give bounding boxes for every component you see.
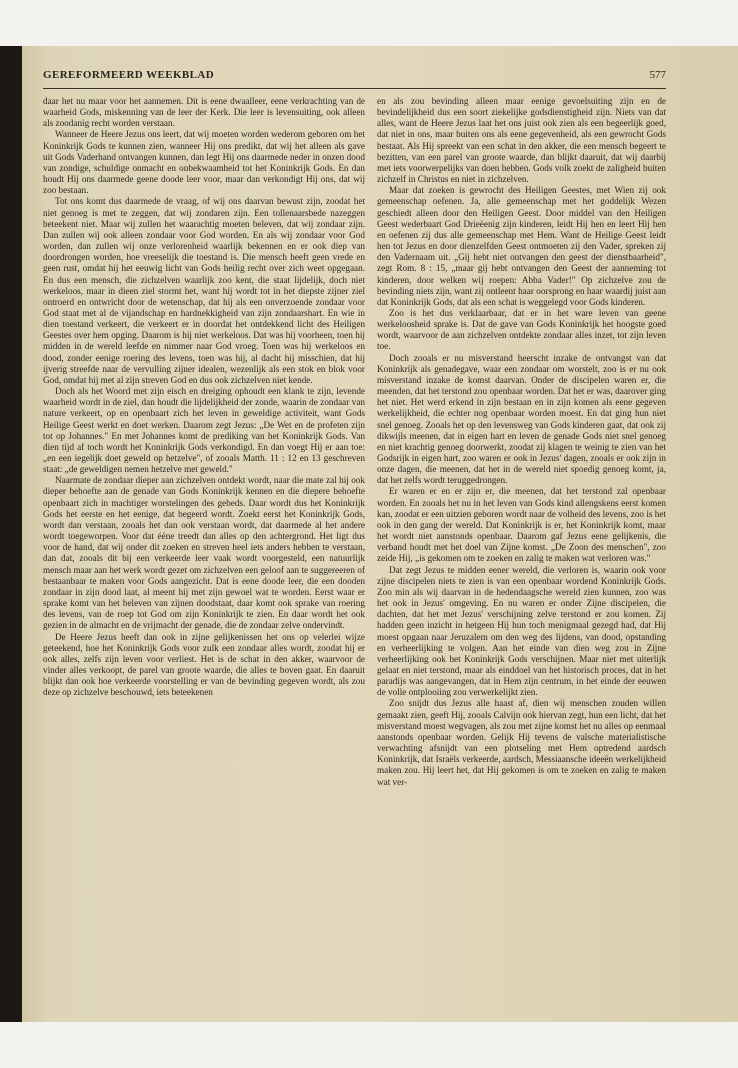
paragraph: Doch zooals er nu misverstand heerscht inzake de ontvangst van dat Koninkrijk als genadegave, waar een zondaar om worstelt, zoo is er nu ook misverstand inzake de komst daarvan. Onder de discipelen waren er, die meenden, dat het terstond zou openbaar worden. Dat het er was, daarover ging het niet. Het werd erkend in zijn bestaan en in zijn komen als eene gegeven werkelijkheid, die echter nog openbaar worden moest. En dat ging hun niet snel genoeg. Zooals het op den levensweg van Gods kinderen gaat, dat ook zij dikwijls meenen, dat in eigen hart en leven de genade Gods niet snel genoeg en niet krachtig genoeg doorwerkt, zoodat zij klagen te weinig te zien van het Godsrijk in eigen hart, zoo waren er ook in Jezus' dagen, zooals er ook zijn in onze dagen, die meenen, dat het in de wereld niet spoedig genoeg komt, ja, dat het zelfs wordt teruggedrongen. [377,352,666,486]
text-column-left [43,96,365,1016]
paragraph: Zoo snijdt dus Jezus alle haast af, dien wij menschen zouden willen gemaakt zien, geeft Hij, zooals Calvijn ook hiervan zegt, hun een licht, dat het misverstand moest wegvagen, als zou met zijne komst het nu alles op eenmaal aanstonds openbaar worden. Gelijk Hij tevens de valsche materialistische verwachting afsnijdt van een plotseling met Hem optredend aardsch Koninkrijk, dat Israëls verkeerde, aardsch, Messiaansche ideeën werkelijkheid maken zou. Hij leert het, dat Hij gekomen is om te zoeken en zalig te maken wat ver- [377,698,666,787]
paragraph: en als zou bevinding alleen maar eenige gevoelsuiting zijn en de bevindelijkheid dus een soort ziekelijke godsdienstigheid zijn. Niets van dat alles, want de Heere Jezus laat het ons juist ook zien als een begeerlijk goed, dat niet in ons, maar buiten ons als eene gegevenheid, als een gewrocht Gods bestaat. Als Hij spreekt van een schat in den akker, die een mensch begeert te bezitten, van een parel van groote waarde, dan blijkt daaruit, dat wij daarbij met iets voorwerpelijks van doen hebben. Gods volk zoekt de zaligheid buiten zichzelf in Christus en niet in zichzelven. [377,96,666,185]
paragraph: Naarmate de zondaar dieper aan zichzelven ontdekt wordt, naar die mate zal hij ook dieper behoefte aan de genade van Gods Koninkrijk kennen en die diepere behoefte openbaart zich in machtiger worstelingen des gebeds. Daar wordt dus het Koninkrijk Gods het eerste en het eenige, dat begeerd wordt. Zoekt eerst het Koninkrijk Gods, wordt dan verstaan, zooals het dan ook verstaan wordt, dat daarmede al het andere wordt toegeworpen. Voor dat ééne treedt dan alles op den achtergrond. Het ligt dus voor de hand, dat wij onder dit zoeken en streven heel iets anders hebben te verstaan, dan dat, zooals dit bij een verkeerde leer vaak wordt voorgesteld, een natuurlijk mensch maar aan het werk wordt gezet om zichzelven een geloof aan te suggereeren of bestaanbaar te maken voor Gods aangezicht. Dat is eene doode leer, die een dooden zondaar in zijn dood laat, al meent hij met zijn gewoel wat te worden. Eerst waar er sprake komt van het beleven van zijnen doodstaat, daar komt ook sprake van roering des levens, van de roep tot God om zijn Koninkrijk te zien. En daar wordt het ook gezien in de almacht en de vrijmacht der genade, die de zondaar zelve ondervindt. [43,475,365,631]
paragraph: Er waren er en er zijn er, die meenen, dat het terstond zal openbaar worden. En zooals het nu in het leven van Gods kind allengskens eerst komen kan, zoodat er een uitzien geboren wordt naar de volheid des levens, zoo is het ook in den gang der wereld. Dat Koninkrijk is er, het Koninkrijk komt, maar het wordt niet aanstonds openbaar. Daarom gaf Jezus eene gelijkenis, die verband houdt met het doel van Zijne komst. „De Zoon des menschen", zoo zeide Hij, „is gekomen om te zoeken en zalig te maken wat verloren was." [377,486,666,564]
paragraph: daar het nu maar voor het aannemen. Dit is eene dwaalleer, eene verkrachting van de waarheid Gods, miskenning van de leer der Kerk. Die leer is levensuiting, ook alleen als zoodanig recht worden verstaan. [43,96,365,129]
scanned-page-area [0,46,738,1022]
journal-title: GEREFORMEERD WEEKBLAD [43,69,215,81]
paragraph: Zoo is het dus verklaarbaar, dat er in het ware leven van geene werkeloosheid sprake is. Dat de gave van Gods Koninkrijk het hoogste goed wordt, waarvoor de aan zichzelven ontdekte zondaar alles inzet, tot zijn leven toe. [377,307,666,352]
text-column-right [377,96,666,1016]
paragraph: De Heere Jezus heeft dan ook in zijne gelijkenissen het ons op velerlei wijze geteekend, hoe het Koninkrijk Gods voor zulk een zondaar alles wordt, zoodat hij er ook alles, zelfs zijn leven voor verliest. Het is de schat in den akker, waarvoor de vinder alles verkoopt, de parel van groote waarde, die alles te boven gaat. En daaruit blijkt dan ook hoe verkeerde voorstelling er van de bevinding gegeven wordt, als zou deze op zichzelve beschouwd, iets beteekenen [43,631,365,698]
paragraph: Wanneer de Heere Jezus ons leert, dat wij moeten worden wederom geboren om het Koninkrijk Gods te kunnen zien, wanneer Hij ons predikt, dat wij het alleen als gave uit Gods Vaderhand ontvangen kunnen, dan legt Hij ons daarmede neder in onzen dood van zondige, schuldige onmacht en onbekwaamheid tot het Koninkrijk Gods. En dan houdt Hij ons daarmede geene doode leer voor, maar dan verkondigt Hij ons, dat wij zoo bestaan. [43,129,365,196]
page-number: 577 [649,69,666,81]
paragraph: Maar dat zoeken is gewrocht des Heiligen Geestes, met Wien zij ook gemeenschap oefenen. Ja, alle gemeenschap met het goddelijk Wezen geschiedt alleen door den Heiligen Geest. Door middel van den Heiligen Geest wederbaart God Drieëenig zijn kinderen, leidt Hij hen en leert Hij hen en oefenen zij dus alle gemeenschap met Hem. Want de Heilige Geest leidt hen tot Jezus en door dienzelfden Geest ontmoeten zij den Vader, spreken zij den Vadernaam uit. „Gij hebt niet ontvangen den geest der dienstbaarheid", zegt Rom. 8 : 15, „maar gij hebt ontvangen den Geest der aanneming tot kinderen, door welken wij roepen: Abba Vader!" Op zichzelve zou de bevinding niets zijn, want zij ontleent haar oorsprong en haar waardij juist aan dat Koninkrijk Gods, dat als een schat is weggelegd voor Gods kinderen. [377,185,666,307]
magazine-page [22,46,738,1022]
paragraph: Doch als het Woord met zijn eisch en dreiging ophoudt een klank te zijn, levende waarheid wordt in de ziel, dan houdt die lijdelijkheid der zonde, waarin de zondaar van nature verkeert, op en openbaart zich het leven in geweldige activiteit, want Gods Heilige Geest werkt en doet werken. Daarom zegt Jezus: „De Wet en de profeten zijn tot op Johannes." En met Johannes komt de prediking van het Koninkrijk Gods. Van dien tijd af toch wordt het Koninkrijk Gods verkondigd. En dan voegt Hij er aan toe: „en een iegelijk doet geweld op hetzelve", of zooals Matth. 11 : 12 en 13 geschreven staat: „de geweldigen nemen hetzelve met geweld." [43,386,365,475]
running-header [43,66,666,89]
paragraph: Tot ons komt dus daarmede de vraag, of wij ons daarvan bewust zijn, zoodat het niet genoeg is met te zeggen, dat wij zondaren zijn. Een tollenaarsbede nazeggen beteekent niet. Maar wij zullen het waarachtig moeten beleven, dat wij zondaar zijn. Dan zullen wij ook alleen zondaar voor God worden. En als wij zondaar voor God worden, dan zullen wij onze verlorenheid waarlijk bekennen en er ook diep van doordrongen worden, hoe vreeselijk die toestand is. Die mensch heeft geen vrede en geen rust, omdat hij het eeuwig licht van Gods heilig recht over zich weet opgegaan. En dus een mensch, die zichzelven waarlijk zoo kent, die staat lijdelijk, doch niet werkeloos, maar in dieen ziel stormt het, want hij wordt tot in het diepste zijner ziel ontroerd en ontwricht door de wetenschap, dat hij als een onverzoende zondaar voor God staat met al de vijandschap en hardnekkigheid van zijn zondaarshart. En wie in dien toestand verkeert, die verkeert er in doordat het ontdekkend licht des Heiligen Geestes over hem opging. Daarom is hij niet werkeloos. Dat was hij voorheen, toen hij midden in de wereld leefde en nimmer naar God vroeg. Toen was hij werkeloos en dood, zonder eenige roering des levens, toen was hij, al dacht hij misschien, dat hij ijverig streefde naar de vervulling zijner idealen, wezenlijk als een stok en blok voor God, omdat hij met al zijn streven God en dus ook zichzelven niet kende. [43,196,365,385]
paragraph: Dat zegt Jezus te midden eener wereld, die verloren is, waarin ook voor zijne discipelen niets te zien is van een openbaar wordend Koninkrijk Gods. Zoo min als wij daarvan in de hedendaagsche wereld zien kunnen, zoo was het ook in Jezus' omgeving. En nu waren er onder Zijne discipelen, die dachten, dat het met Jezus' verschijning zelve terstond er zou komen. Zij hadden geen inzicht in hetgeen Hij hun toch menigmaal gezegd had, dat Hij moest opgaan naar Jeruzalem om den weg des lijdens, van dood, opstanding en verheerlijking te volgen. Aan het einde van dien weg zou in Zijne verheerlijking ook het Koninkrijk Gods verschijnen. Maar niet met uiterlijk gelaat en niet terstond, maar als einddoel van het historisch proces, dat in het paradijs was aangevangen, dat in Hem zijn centrum, in het einde der eeuwen de volle ontplooiing zou verwerkelijkt zien. [377,564,666,698]
